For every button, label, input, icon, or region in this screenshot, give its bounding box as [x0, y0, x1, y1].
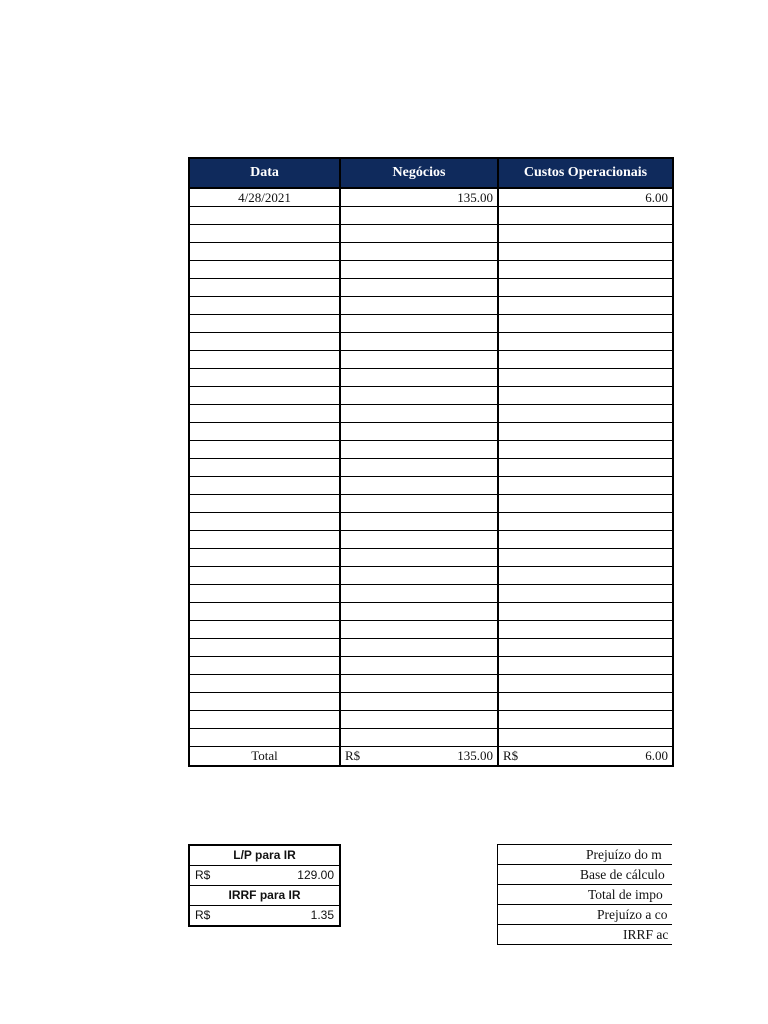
empty-cell[interactable]: [189, 423, 340, 441]
empty-cell[interactable]: [189, 333, 340, 351]
empty-cell[interactable]: [340, 693, 498, 711]
empty-cell[interactable]: [189, 495, 340, 513]
empty-cell[interactable]: [498, 225, 673, 243]
empty-cell[interactable]: [498, 621, 673, 639]
empty-row: [189, 567, 673, 585]
empty-cell[interactable]: [189, 387, 340, 405]
lp-title: L/P para IR: [190, 846, 339, 866]
trades-table: [188, 157, 674, 767]
empty-cell[interactable]: [189, 567, 340, 585]
empty-cell[interactable]: [189, 405, 340, 423]
empty-cell[interactable]: [189, 297, 340, 315]
empty-row: [189, 729, 673, 747]
total-label: Total: [189, 747, 340, 767]
empty-cell[interactable]: [340, 297, 498, 315]
irrf-value-row[interactable]: [190, 906, 339, 925]
empty-cell[interactable]: [340, 351, 498, 369]
empty-cell[interactable]: [189, 477, 340, 495]
empty-cell[interactable]: [340, 225, 498, 243]
irrf-value: 1.35: [310, 908, 334, 922]
empty-cell[interactable]: [340, 207, 498, 225]
empty-cell[interactable]: [340, 531, 498, 549]
empty-row: [189, 513, 673, 531]
empty-row: [189, 531, 673, 549]
empty-cell[interactable]: [189, 729, 340, 747]
empty-cell[interactable]: [498, 549, 673, 567]
empty-cell[interactable]: [189, 261, 340, 279]
empty-cell[interactable]: [498, 459, 673, 477]
lp-value: 129.00: [297, 868, 334, 882]
empty-cell[interactable]: [189, 657, 340, 675]
empty-cell[interactable]: [189, 441, 340, 459]
empty-row: [189, 477, 673, 495]
empty-cell[interactable]: [189, 459, 340, 477]
empty-cell[interactable]: [189, 693, 340, 711]
empty-cell[interactable]: [340, 513, 498, 531]
empty-cell[interactable]: [189, 711, 340, 729]
empty-cell[interactable]: [340, 585, 498, 603]
empty-cell[interactable]: [498, 693, 673, 711]
empty-cell[interactable]: [340, 261, 498, 279]
empty-cell[interactable]: [498, 513, 673, 531]
empty-cell[interactable]: [498, 477, 673, 495]
header-negocios: Negócios: [340, 158, 498, 188]
empty-cell[interactable]: [189, 621, 340, 639]
empty-cell[interactable]: [340, 639, 498, 657]
empty-cell[interactable]: [498, 675, 673, 693]
header-data: Data: [189, 158, 340, 188]
empty-row: [189, 351, 673, 369]
empty-cell[interactable]: [498, 531, 673, 549]
empty-row: [189, 423, 673, 441]
table-header-row: [189, 158, 673, 188]
tax-summary-box: [497, 844, 672, 945]
empty-row: [189, 279, 673, 297]
total-negocios: [340, 747, 498, 767]
empty-cell[interactable]: [498, 279, 673, 297]
empty-row: [189, 603, 673, 621]
cell-negocios[interactable]: 135.00: [340, 188, 498, 207]
empty-row: [189, 333, 673, 351]
empty-cell[interactable]: [340, 243, 498, 261]
currency-symbol: R$: [195, 908, 211, 922]
summary-row-prejuizo-compensar[interactable]: Prejuízo a co: [498, 905, 672, 925]
total-row: [189, 747, 673, 767]
empty-cell[interactable]: [340, 603, 498, 621]
empty-cell[interactable]: [340, 459, 498, 477]
header-custos-operacionais: Custos Operacionais: [498, 158, 673, 188]
empty-cell[interactable]: [498, 207, 673, 225]
empty-cell[interactable]: [498, 441, 673, 459]
empty-cell[interactable]: [189, 639, 340, 657]
empty-cell[interactable]: [340, 279, 498, 297]
empty-cell[interactable]: [189, 549, 340, 567]
empty-cell[interactable]: [340, 405, 498, 423]
empty-cell[interactable]: [189, 243, 340, 261]
total-custos: [498, 747, 673, 767]
empty-cell[interactable]: [498, 603, 673, 621]
empty-cell[interactable]: [189, 369, 340, 387]
empty-cell[interactable]: [189, 603, 340, 621]
empty-cell[interactable]: [340, 477, 498, 495]
table-row: [189, 188, 673, 207]
summary-row-total-imposto[interactable]: Total de impo: [498, 885, 672, 905]
summary-row-base-calculo[interactable]: Base de cálculo: [498, 865, 672, 885]
empty-row: [189, 657, 673, 675]
empty-row: [189, 441, 673, 459]
empty-cell[interactable]: [189, 351, 340, 369]
empty-cell[interactable]: [189, 225, 340, 243]
empty-cell[interactable]: [340, 657, 498, 675]
cell-data[interactable]: 4/28/2021: [189, 188, 340, 207]
empty-cell[interactable]: [189, 513, 340, 531]
empty-row: [189, 315, 673, 333]
empty-cell[interactable]: [498, 567, 673, 585]
empty-cell[interactable]: [189, 207, 340, 225]
empty-row: [189, 405, 673, 423]
empty-cell[interactable]: [340, 315, 498, 333]
empty-cell[interactable]: [340, 729, 498, 747]
empty-cell[interactable]: [189, 315, 340, 333]
empty-row: [189, 225, 673, 243]
currency-symbol: R$: [345, 748, 361, 763]
empty-cell[interactable]: [340, 423, 498, 441]
empty-cell[interactable]: [498, 657, 673, 675]
ir-summary-box: [188, 844, 341, 927]
empty-row: [189, 243, 673, 261]
empty-cell[interactable]: [340, 711, 498, 729]
empty-cell[interactable]: [189, 279, 340, 297]
currency-symbol: R$: [503, 748, 519, 763]
empty-row: [189, 369, 673, 387]
empty-cell[interactable]: [340, 567, 498, 585]
empty-cell[interactable]: [340, 369, 498, 387]
summary-row-prejuizo-mes[interactable]: Prejuízo do m: [498, 845, 672, 865]
empty-cell[interactable]: [498, 369, 673, 387]
empty-cell[interactable]: [498, 495, 673, 513]
currency-symbol: R$: [195, 868, 211, 882]
empty-row: [189, 621, 673, 639]
empty-row: [189, 639, 673, 657]
cell-custos[interactable]: 6.00: [498, 188, 673, 207]
empty-cell[interactable]: [498, 315, 673, 333]
empty-row: [189, 549, 673, 567]
empty-row: [189, 387, 673, 405]
empty-cell[interactable]: [498, 585, 673, 603]
empty-row: [189, 693, 673, 711]
empty-cell[interactable]: [340, 621, 498, 639]
empty-cell[interactable]: [340, 333, 498, 351]
empty-cell[interactable]: [340, 549, 498, 567]
summary-row-irrf[interactable]: IRRF ac: [623, 927, 669, 942]
empty-cell[interactable]: [189, 531, 340, 549]
empty-cell[interactable]: [498, 261, 673, 279]
total-custos-value: 6.00: [645, 748, 668, 763]
empty-cell[interactable]: [340, 387, 498, 405]
empty-cell[interactable]: [340, 495, 498, 513]
empty-cell[interactable]: [498, 351, 673, 369]
empty-row: [189, 585, 673, 603]
empty-cell[interactable]: [498, 423, 673, 441]
empty-cell[interactable]: [498, 405, 673, 423]
empty-row: [189, 261, 673, 279]
empty-cell[interactable]: [498, 243, 673, 261]
empty-row: [189, 675, 673, 693]
empty-cell[interactable]: [498, 639, 673, 657]
empty-cell[interactable]: [340, 441, 498, 459]
empty-cell[interactable]: [498, 297, 673, 315]
empty-cell[interactable]: [189, 675, 340, 693]
empty-cell[interactable]: [498, 711, 673, 729]
empty-row: [189, 495, 673, 513]
empty-cell[interactable]: [498, 333, 673, 351]
empty-cell[interactable]: [189, 585, 340, 603]
empty-cell[interactable]: [340, 675, 498, 693]
empty-row: [189, 297, 673, 315]
empty-row: [189, 711, 673, 729]
lp-value-row[interactable]: [190, 866, 339, 886]
total-negocios-value: 135.00: [457, 748, 493, 763]
empty-row: [189, 207, 673, 225]
empty-cell[interactable]: [498, 729, 673, 747]
empty-cell[interactable]: [498, 387, 673, 405]
irrf-title: IRRF para IR: [190, 886, 339, 906]
empty-row: [189, 459, 673, 477]
